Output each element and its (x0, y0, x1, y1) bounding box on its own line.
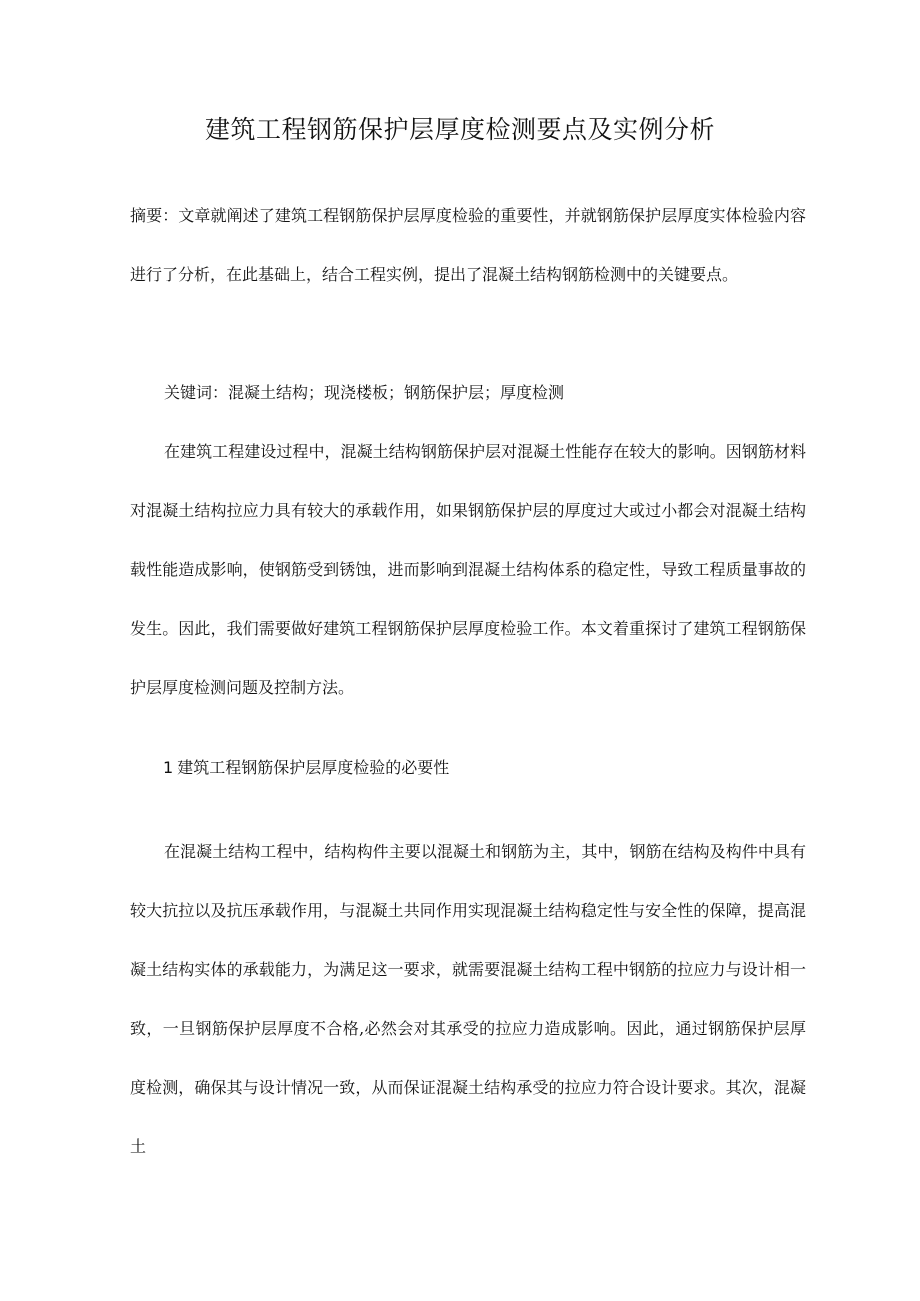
section-number: 1 (163, 758, 174, 777)
section-heading (163, 756, 449, 780)
intro-paragraph: 在建筑工程建设过程中，混凝土结构钢筋保护层对混凝土性能存在较大的影响。因钢筋材料对混凝土结构拉应力具有较大的承载作用，如果钢筋保护层的厚度过大或过小都会对混凝土结构载性能造成影响，使钢筋受到锈蚀，进而影响到混凝土结构体系的稳定性，导致工程质量事故的发生。因此，我们需要做好建筑工程钢筋保护层厚度检验工作。本文着重探讨了建筑工程钢筋保护层厚度检测问题及控制方法。 (130, 442, 806, 697)
section-heading-text: 建筑工程钢筋保护层厚度检验的必要性 (177, 758, 450, 777)
document-title: 建筑工程钢筋保护层厚度检测要点及实例分析 (204, 115, 715, 144)
keywords-line: 关键词：混凝土结构；现浇楼板；钢筋保护层；厚度检测 (164, 383, 565, 402)
abstract-paragraph: 摘要：文章就阐述了建筑工程钢筋保护层厚度检验的重要性，并就钢筋保护层厚度实体检验内容进行了分析，在此基础上，结合工程实例，提出了混凝土结构钢筋检测中的关键要点。 (130, 206, 806, 284)
section-body-paragraph: 在混凝土结构工程中，结构构件主要以混凝土和钢筋为主，其中，钢筋在结构及构件中具有较大抗拉以及抗压承载作用，与混凝土共同作用实现混凝土结构稳定性与安全性的保障，提高混凝土结构实体的承载能力，为满足这一要求，就需要混凝土结构工程中钢筋的拉应力与设计相一致，一旦钢筋保护层厚度不合格,必然会对其承受的拉应力造成影响。因此，通过钢筋保护层厚度检测，确保其与设计情况一致，从而保证混凝土结构承受的拉应力符合设计要求。其次，混凝土 (130, 842, 806, 1156)
